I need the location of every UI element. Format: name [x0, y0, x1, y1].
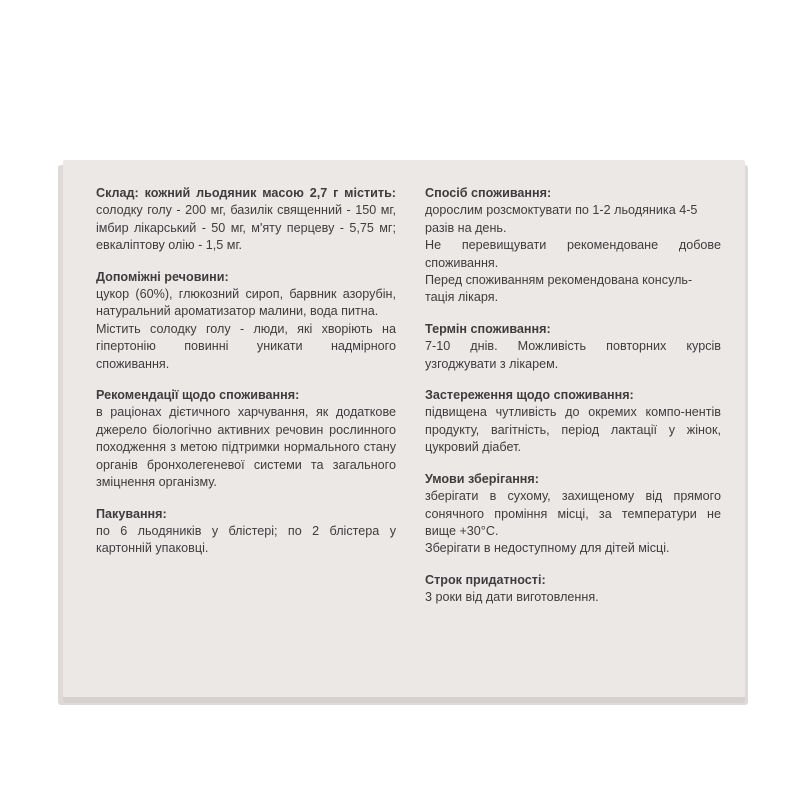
storage-children: Зберігати в недоступному для дітей місці. [425, 541, 670, 556]
storage-text: зберігати в сухому, захищеному від прямого сонячного проміння місці, за температури не вище +30°С. [425, 489, 721, 538]
left-column [96, 185, 396, 572]
usage-heading: Спосіб споживання: [425, 186, 552, 200]
shelf-life-section [425, 572, 721, 607]
recommendations-heading: Рекомендації щодо споживання: [96, 388, 300, 403]
packaging-text: по 6 льодяників у блістері; по 2 блістера у картонній упаковці. [96, 523, 396, 556]
warnings-text: підвищена чутливість до окремих компо-нентів продукту, вагітність, період лактації у жінок, цукровий діабет. [425, 405, 721, 455]
recommendations-text: в раціонах дієтичного харчування, як додаткове джерело біологічно активних речовин рослинного походження з метою підтримки нормального стану органів бронхолегеневої системи та загального зміцнення організму. [96, 405, 396, 490]
storage-heading: Умови зберігання: [425, 471, 539, 486]
shelf-life-heading: Строк придатності: [425, 572, 546, 587]
warnings-heading: Застереження щодо споживання: [425, 388, 634, 403]
usage-section [425, 185, 721, 307]
warnings-section [425, 387, 721, 457]
usage-limit: Не перевищувати рекомендоване добове споживання. [425, 238, 721, 270]
composition-heading: Склад: кожний льодяник масою 2,7 г містить: [96, 186, 396, 200]
composition-section [96, 185, 396, 255]
right-column [425, 185, 721, 621]
usage-consult: Перед споживанням рекомендована консуль-тація лікаря. [425, 273, 693, 305]
storage-section [425, 471, 721, 558]
term-section [425, 321, 721, 373]
term-text: 7-10 днів. Можливість повторних курсів узгоджувати з лікарем. [425, 339, 721, 371]
composition-text [96, 185, 396, 255]
excipients-section [96, 269, 396, 373]
package-bottom-edge [63, 697, 745, 703]
packaging-heading: Пакування: [96, 506, 167, 521]
usage-dosage: дорослим розсмоктувати по 1-2 льодяника 4-5 разів на день. [425, 203, 698, 235]
excipients-text: цукор (60%), глюкозний сироп, барвник азорубін, натуральний ароматизатор малини, вода питна. [96, 287, 396, 319]
shelf-life-text: 3 роки від дати виготовлення. [425, 590, 599, 605]
term-heading: Термін споживання: [425, 321, 551, 336]
excipients-heading: Допоміжні речовини: [96, 269, 229, 284]
packaging-section [96, 506, 396, 558]
composition-body: солодку голу - 200 мг, базилік священний - 150 мг, імбир лікарський - 50 мг, м'яту перцеву - 5,75 мг; евкаліптову олію - 1,5 мг. [96, 203, 396, 253]
recommendations-section [96, 387, 396, 491]
excipients-warning: Містить солодку голу - люди, які хворіють на гіпертонію повинні уникати надмірного споживання. [96, 321, 396, 371]
